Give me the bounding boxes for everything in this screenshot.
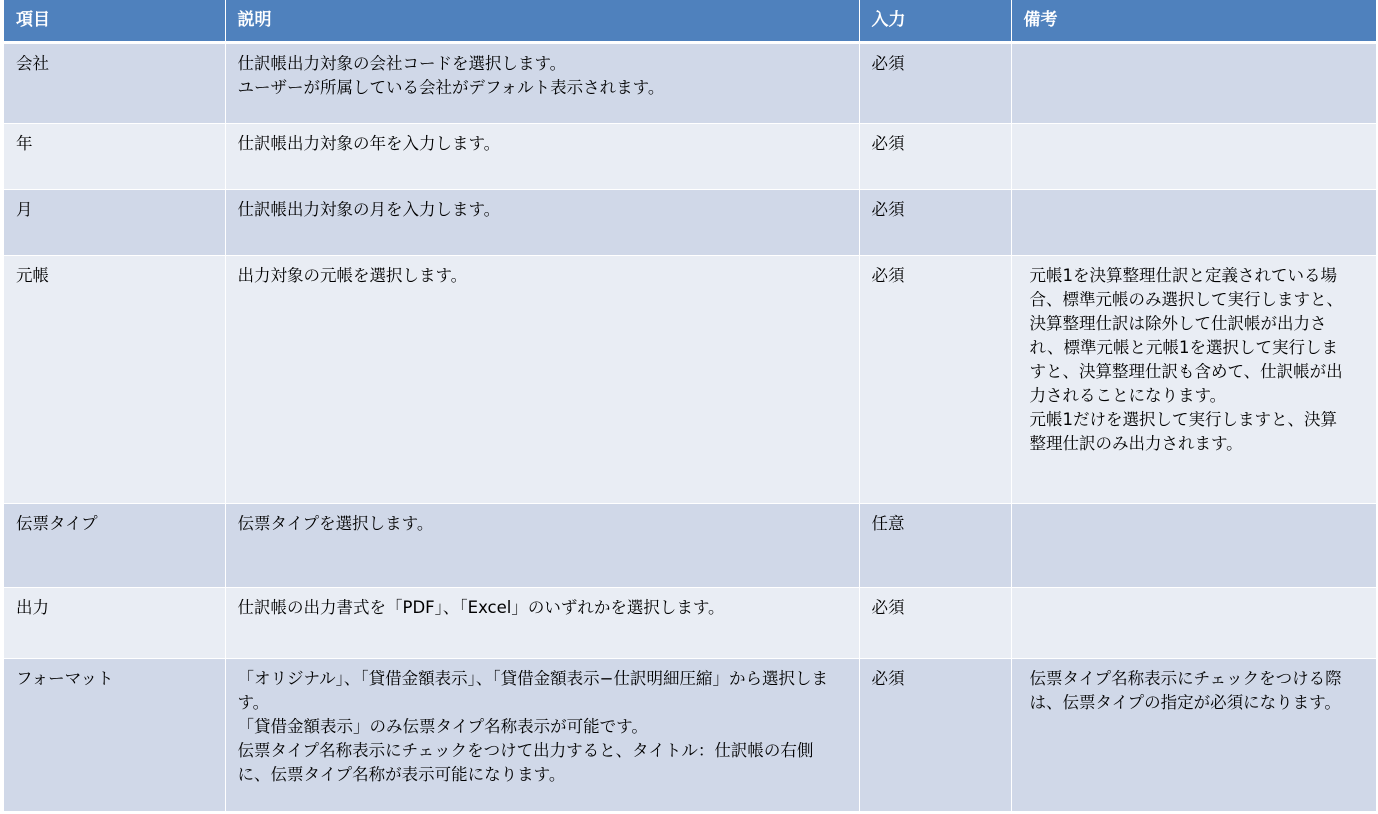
row-remarks: 元帳1を決算整理仕訳と定義されている場合、標準元帳のみ選択して実行しますと、決算整理仕訳は除外して仕訳帳が出力され、標準元帳と元帳1を選択して実行しますと、決算整理仕訳も含めて、仕訳帳が出力されることになります。 元帳1だけを選択して実行しますと、決算整理仕訳のみ出力されます。 <box>1011 255 1376 503</box>
row-description: 仕訳帳出力対象の会社コードを選択します。 ユーザーが所属している会社がデフォルト表示されます。 <box>225 42 859 123</box>
row-description: 仕訳帳出力対象の年を入力します。 <box>225 123 859 189</box>
row-input: 必須 <box>859 587 1011 658</box>
row-item: 元帳 <box>4 255 225 503</box>
row-remarks <box>1011 189 1376 255</box>
row-input: 必須 <box>859 255 1011 503</box>
row-item: 出力 <box>4 587 225 658</box>
table-row <box>4 658 1376 811</box>
header-remarks: 備考 <box>1011 0 1376 42</box>
row-remarks <box>1011 42 1376 123</box>
row-input: 必須 <box>859 189 1011 255</box>
row-item: 伝票タイプ <box>4 503 225 587</box>
table-row <box>4 503 1376 587</box>
row-item: 年 <box>4 123 225 189</box>
row-remarks <box>1011 503 1376 587</box>
table-row <box>4 587 1376 658</box>
row-input: 任意 <box>859 503 1011 587</box>
row-remarks <box>1011 123 1376 189</box>
header-description: 説明 <box>225 0 859 42</box>
header-item: 項目 <box>4 0 225 42</box>
row-description: 仕訳帳の出力書式を「PDF」、「Excel」のいずれかを選択します。 <box>225 587 859 658</box>
row-item: 月 <box>4 189 225 255</box>
row-input: 必須 <box>859 658 1011 811</box>
row-description: 出力対象の元帳を選択します。 <box>225 255 859 503</box>
row-remarks: 伝票タイプ名称表示にチェックをつける際は、伝票タイプの指定が必須になります。 <box>1011 658 1376 811</box>
row-input: 必須 <box>859 123 1011 189</box>
row-item: 会社 <box>4 42 225 123</box>
row-item: フォーマット <box>4 658 225 811</box>
table-row <box>4 123 1376 189</box>
header-input: 入力 <box>859 0 1011 42</box>
row-remarks <box>1011 587 1376 658</box>
table-row <box>4 189 1376 255</box>
table-row <box>4 255 1376 503</box>
table-row <box>4 42 1376 123</box>
specification-table <box>4 0 1376 812</box>
row-input: 必須 <box>859 42 1011 123</box>
table-header-row <box>4 0 1376 42</box>
row-description: 「オリジナル」、「貸借金額表示」、「貸借金額表示−仕訳明細圧縮」から選択します。 「貸借金額表示」のみ伝票タイプ名称表示が可能です。 伝票タイプ名称表示にチェックをつけて出力すると、タイトル：仕訳帳の右側に、伝票タイプ名称が表示可能になります。 <box>225 658 859 811</box>
row-description: 仕訳帳出力対象の月を入力します。 <box>225 189 859 255</box>
row-description: 伝票タイプを選択します。 <box>225 503 859 587</box>
